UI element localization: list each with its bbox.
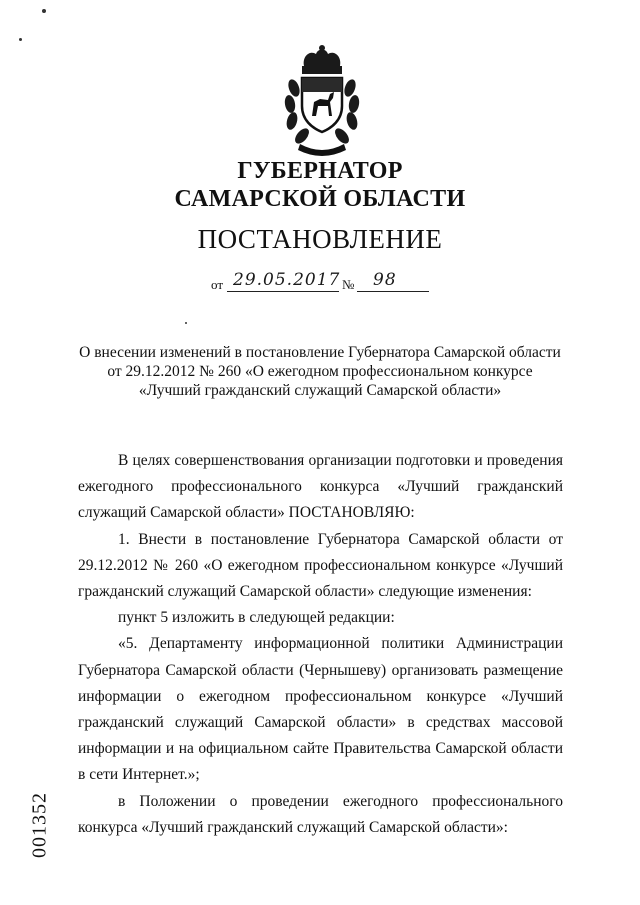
body-paragraph-point5-intro: пункт 5 изложить в следующей редакции:: [118, 609, 395, 627]
organization-title-line1: ГУБЕРНАТОР: [237, 158, 403, 184]
scan-speck: [42, 9, 46, 13]
handwritten-date: 29.05.2017: [233, 270, 341, 290]
date-number-line: [211, 272, 441, 294]
margin-stamp-number: 001352: [28, 791, 51, 858]
coat-of-arms-emblem: [272, 44, 372, 162]
document-subject: [60, 343, 580, 400]
document-type-title: ПОСТАНОВЛЕНИЕ: [197, 224, 443, 254]
subject-line: «Лучший гражданский служащий Самарской области»: [138, 382, 502, 399]
margin-registration-stamp: [22, 777, 58, 872]
date-underline: [227, 291, 339, 292]
subject-line: от 29.12.2012 № 260 «О ежегодном профессиональном конкурсе: [107, 363, 533, 380]
date-label: от: [211, 277, 224, 292]
organization-title-line2: САМАРСКОЙ ОБЛАСТИ: [174, 186, 466, 212]
scan-speck: [19, 38, 22, 41]
body-paragraph-item1: 1. Внести в постановление Губернатора Самарской области от 29.12.2012 № 260 «О ежегодном профессиональном конкурсе «Лучший гражданский служащий Самарской области» следующие изменения:: [78, 530, 563, 601]
body-paragraph-point5-text: «5. Департаменту информационной политики Администрации Губернатора Самарской области (Чернышеву) организовать размещение информации о ежегодном профессиональном конкурсе «Лучший гражданский служащий Самарской области» в средствах массовой информации и на официальном сайте Правительства Самарской области в сети Интернет.»;: [78, 635, 563, 784]
scan-speck: [185, 322, 187, 324]
body-paragraph-preamble: В целях совершенствования организации подготовки и проведения ежегодного профессионального конкурса «Лучший гражданский служащий Самарской области» ПОСТАНОВЛЯЮ:: [78, 452, 563, 522]
document-body: [78, 448, 563, 841]
number-label: №: [342, 277, 355, 292]
handwritten-number: 98: [373, 270, 397, 290]
subject-line: О внесении изменений в постановление Губернатора Самарской области: [79, 344, 561, 361]
number-underline: [357, 291, 429, 292]
body-paragraph-regulation: в Положении о проведении ежегодного профессионального конкурса «Лучший гражданский служащий Самарской области»:: [78, 792, 563, 836]
